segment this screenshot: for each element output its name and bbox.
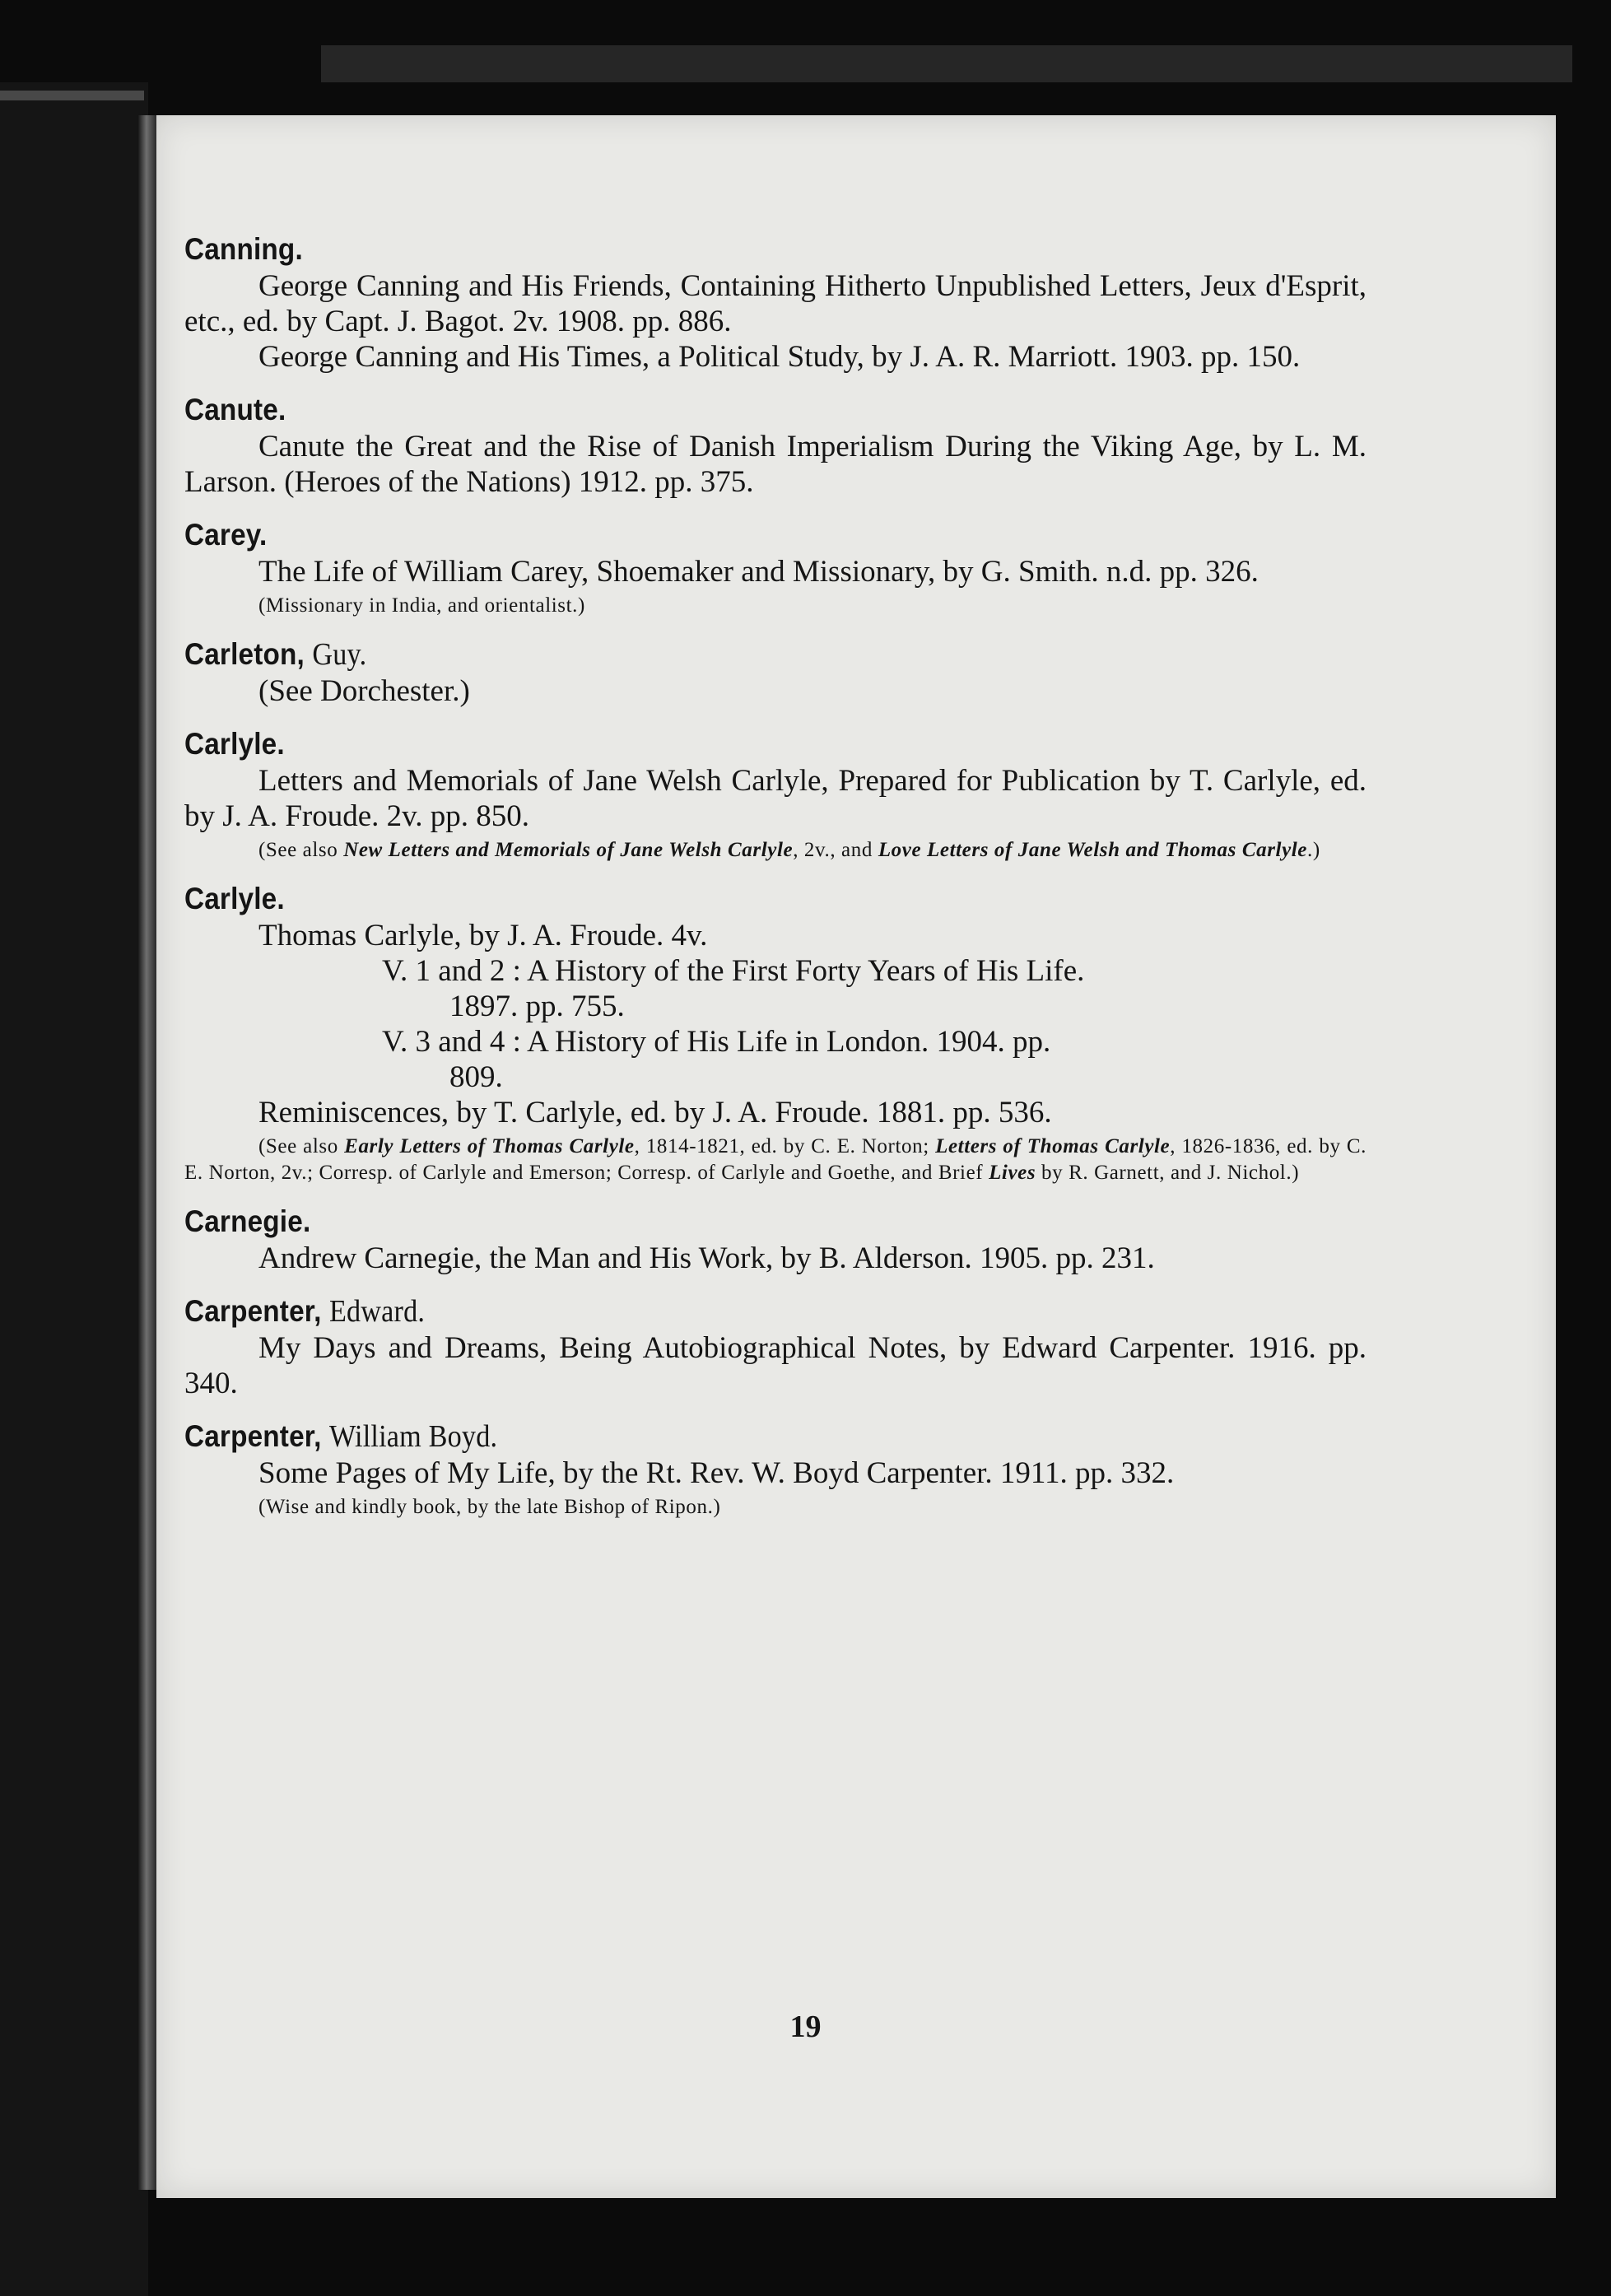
entry-subheading: William Boyd. [328, 1419, 498, 1454]
entry-carey [184, 516, 1367, 619]
entry-carlyle-letters [184, 725, 1367, 864]
book-citation: Reminiscences, by T. Carlyle, ed. by J. A. Froude. 1881. pp. 536. [258, 1096, 1052, 1129]
volume-line: V. 3 and 4 : A History of His Life in London. 1904. pp. 809. [382, 1025, 1051, 1094]
facing-page-edge [0, 82, 148, 2296]
cross-reference: (See Dorchester.) [258, 674, 470, 708]
entry-canning [184, 231, 1367, 375]
book-citation: Thomas Carlyle, by J. A. Froude. 4v. [258, 919, 708, 952]
scanner-top-band [321, 45, 1572, 82]
book-citation: Letters and Memorials of Jane Welsh Carlyle, Prepared for Publication by T. Carlyle, ed. by J. A. Froude. 2v. pp. 850. [184, 764, 1367, 833]
entry-heading: Carlyle. [184, 727, 285, 761]
entry-heading: Carey. [184, 518, 268, 552]
entry-heading: Carleton, Guy. [184, 637, 367, 672]
page-content [184, 231, 1367, 1521]
entry-subheading: Edward. [328, 1294, 426, 1329]
entry-carleton [184, 636, 1367, 709]
entry-carlyle-thomas [184, 880, 1367, 1186]
entry-canute [184, 391, 1367, 500]
book-spine [138, 115, 156, 2190]
book-citation: The Life of William Carey, Shoemaker and Missionary, by G. Smith. n.d. pp. 326. [258, 555, 1259, 589]
entry-carpenter-edward [184, 1292, 1367, 1401]
entry-carnegie [184, 1203, 1367, 1276]
entry-note: (See also New Letters and Memorials of Jane Welsh Carlyle, 2v., and Love Letters of Jane Welsh and Thomas Carlyle.) [258, 839, 1320, 861]
volume-line: V. 1 and 2 : A History of the First Forty Years of His Life. 1897. pp. 755. [382, 954, 1085, 1023]
facing-page-highlight [0, 91, 144, 100]
entry-note: (Wise and kindly book, by the late Bishop of Ripon.) [258, 1496, 721, 1518]
entry-heading: Canning. [184, 232, 303, 266]
book-citation: Canute the Great and the Rise of Danish Imperialism During the Viking Age, by L. M. Larson. (Heroes of the Nations) 1912. pp. 375. [184, 430, 1367, 499]
book-citation: George Canning and His Friends, Containing Hitherto Unpublished Letters, Jeux d'Esprit, etc., ed. by Capt. J. Bagot. 2v. 1908. pp. 886. [184, 269, 1367, 338]
entry-heading: Carpenter, William Boyd. [184, 1419, 498, 1454]
book-citation: Some Pages of My Life, by the Rt. Rev. W. Boyd Carpenter. 1911. pp. 332. [258, 1456, 1175, 1490]
entry-heading: Carnegie. [184, 1204, 311, 1238]
entry-heading: Carlyle. [184, 882, 285, 915]
entry-heading: Carpenter, Edward. [184, 1294, 426, 1329]
book-citation: George Canning and His Times, a Political Study, by J. A. R. Marriott. 1903. pp. 150. [258, 340, 1301, 374]
entry-note: (See also Early Letters of Thomas Carlyle, 1814-1821, ed. by C. E. Norton; Letters of Thomas Carlyle, 1826-1836, ed. by C. E. Norton, 2v.; Corresp. of Carlyle and Emerson; Corresp. of Carlyle and Goethe, and Brief Lives by R. Garnett, and J. Nichol.) [184, 1135, 1367, 1184]
entry-heading: Canute. [184, 393, 286, 426]
entry-note: (Missionary in India, and orientalist.) [258, 594, 585, 617]
entry-carpenter-william [184, 1418, 1367, 1521]
book-citation: Andrew Carnegie, the Man and His Work, by B. Alderson. 1905. pp. 231. [258, 1241, 1155, 1275]
book-citation: My Days and Dreams, Being Autobiographical Notes, by Edward Carpenter. 1916. pp. 340. [184, 1331, 1367, 1400]
page-number: 19 [789, 2010, 822, 2044]
entry-subheading: Guy. [312, 637, 367, 672]
